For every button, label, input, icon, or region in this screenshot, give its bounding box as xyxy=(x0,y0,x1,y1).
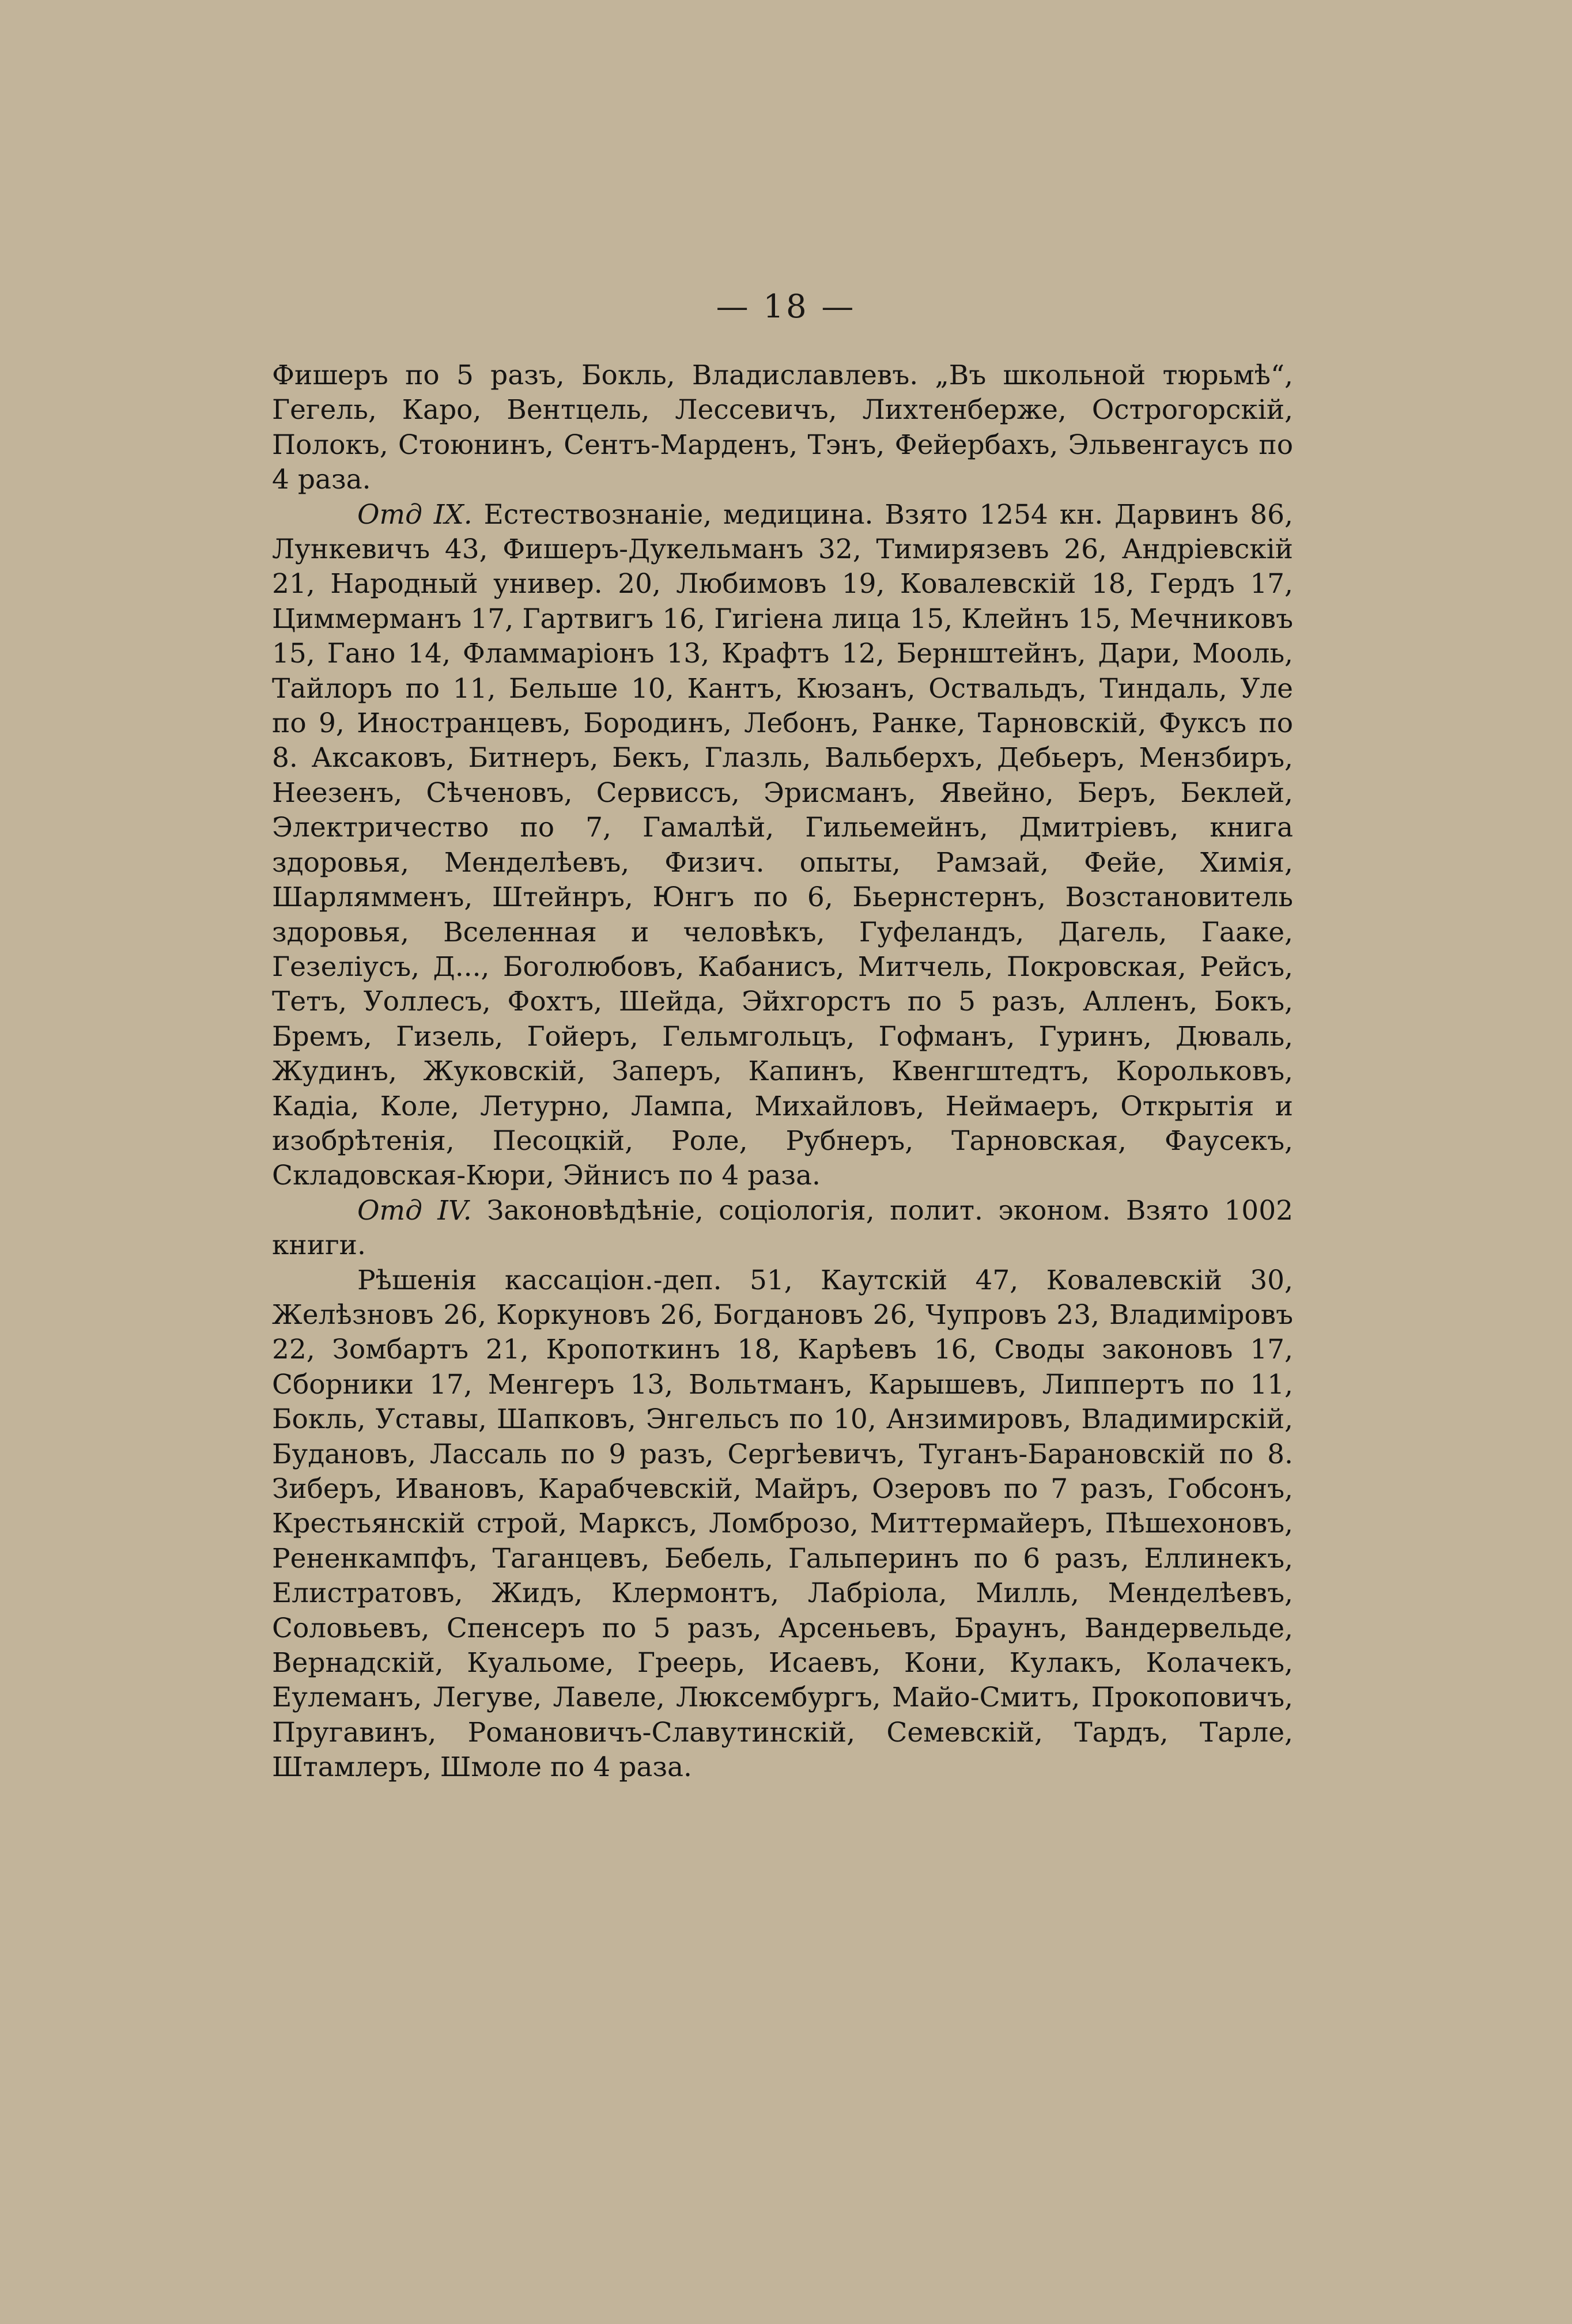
page-number: — 18 — xyxy=(716,288,856,325)
document-body xyxy=(272,358,1293,1785)
paragraph-section-ix xyxy=(272,498,1293,1194)
paragraph-text: Рѣшенія кассаціон.-деп. 51, Каутскій 47, Ковалевскій 30, Желѣзновъ 26, Коркуновъ 26, Богдановъ 26, Чупровъ 23, Владиміровъ 22, Зомбартъ 21, Кропоткинъ 18, Карѣевъ 16, Своды законовъ 17, Сборники 17, Менгеръ 13, Вольтманъ, Карышевъ, Липпертъ по 11, Бокль, Уставы, Шапковъ, Энгельсъ по 10, Анзимировъ, Владимирскій, Будановъ, Лассаль по 9 разъ, Сергѣевичъ, Туганъ-Барановскій по 8. Зиберъ, Ивановъ, Карабчевскій, Майръ, Озеровъ по 7 разъ, Гобсонъ, Крестьянскій строй, Марксъ, Ломброзо, Миттермайеръ, Пѣшехоновъ, Рененкампфъ, Таганцевъ, Бебель, Гальперинъ по 6 разъ, Еллинекъ, Елистратовъ, Жидъ, Клермонтъ, Лабріола, Милль, Менделѣевъ, Соловьевъ, Спенсеръ по 5 разъ, Арсеньевъ, Браунъ, Вандервельде, Вернадскій, Куальоме, Греерь, Исаевъ, Кони, Кулакъ, Колачекъ, Еулеманъ, Легуве, Лавеле, Люксембургъ, Майо-Смитъ, Прокоповичъ, Пругавинъ, Романовичъ-Славутинскій, Семевскій, Тардъ, Тарле, Штамлеръ, Шмоле по 4 раза. xyxy=(272,1264,1293,1784)
paragraph-section-iv-list xyxy=(272,1263,1293,1785)
paragraph-text: Естествознаніе, медицина. Взято 1254 кн. Дарвинъ 86, Лункевичъ 43, Фишеръ-Дукельманъ 32, Тимирязевъ 26, Андріевскій 21, Народный универ. 20, Любимовъ 19, Ковалевскій 18, Гердъ 17, Циммерманъ 17, Гартвигъ 16, Гигіена лица 15, Клейнъ 15, Мечниковъ 15, Гано 14, Фламмаріонъ 13, Крафтъ 12, Бернштейнъ, Дари, Мооль, Тайлоръ по 11, Бельше 10, Кантъ, Кюзанъ, Оствальдъ, Тиндаль, Уле по 9, Иностранцевъ, Бородинъ, Лебонъ, Ранке, Тарновскій, Фуксъ по 8. Аксаковъ, Битнеръ, Бекъ, Глазль, Вальберхъ, Дебьеръ, Мензбиръ, Неезенъ, Сѣченовъ, Сервиссъ, Эрисманъ, Явейно, Беръ, Беклей, Электричество по 7, Гамалѣй, Гильемейнъ, Дмитріевъ, книга здоровья, Менделѣевъ, Физич. опыты, Рамзай, Фейе, Химія, Шарлямменъ, Штейнръ, Юнгъ по 6, Бьернстернъ, Возстановитель здоровья, Вселенная и человѣкъ, Гуфеландъ, Дагель, Гааке, Гезеліусъ, Д..., Боголюбовъ, Кабанисъ, Митчель, Покровская, Рейсъ, Тетъ, Уоллесъ, Фохтъ, Шейда, Эйхгорстъ по 5 разъ, Алленъ, Бокъ, Бремъ, Гизель, Гойеръ, Гельмгольцъ, Гофманъ, Гуринъ, Дюваль, Жудинъ, Жуковскій, Заперъ, Капинъ, Квенгштедтъ, Корольковъ, Кадіа, Коле, Летурно, Лампа, Михайловъ, Неймаеръ, Открытія и изобрѣтенія, Песоцкій, Роле, Рубнеръ, Тарновская, Фаусекъ, Складовская-Кюри, Эйнисъ по 4 раза. xyxy=(272,498,1293,1192)
section-label: Отд IV. xyxy=(357,1194,472,1227)
paragraph-text: Законовѣдѣніе, соціологія, полит. эконом. Взято 1002 книги. xyxy=(272,1194,1293,1262)
paragraph-continuation xyxy=(272,358,1293,498)
paragraph-text: Фишеръ по 5 разъ, Бокль, Владиславлевъ. „Въ школьной тюрьмѣ“, Гегель, Каро, Вентцель, Лессевичъ, Лихтенберже, Острогорскій, Полокъ, Стоюнинъ, Сентъ-Марденъ, Тэнъ, Фейербахъ, Эльвенгаусъ по 4 раза. xyxy=(272,359,1293,496)
paragraph-section-iv xyxy=(272,1194,1293,1263)
section-label: Отд IX. xyxy=(357,498,473,531)
